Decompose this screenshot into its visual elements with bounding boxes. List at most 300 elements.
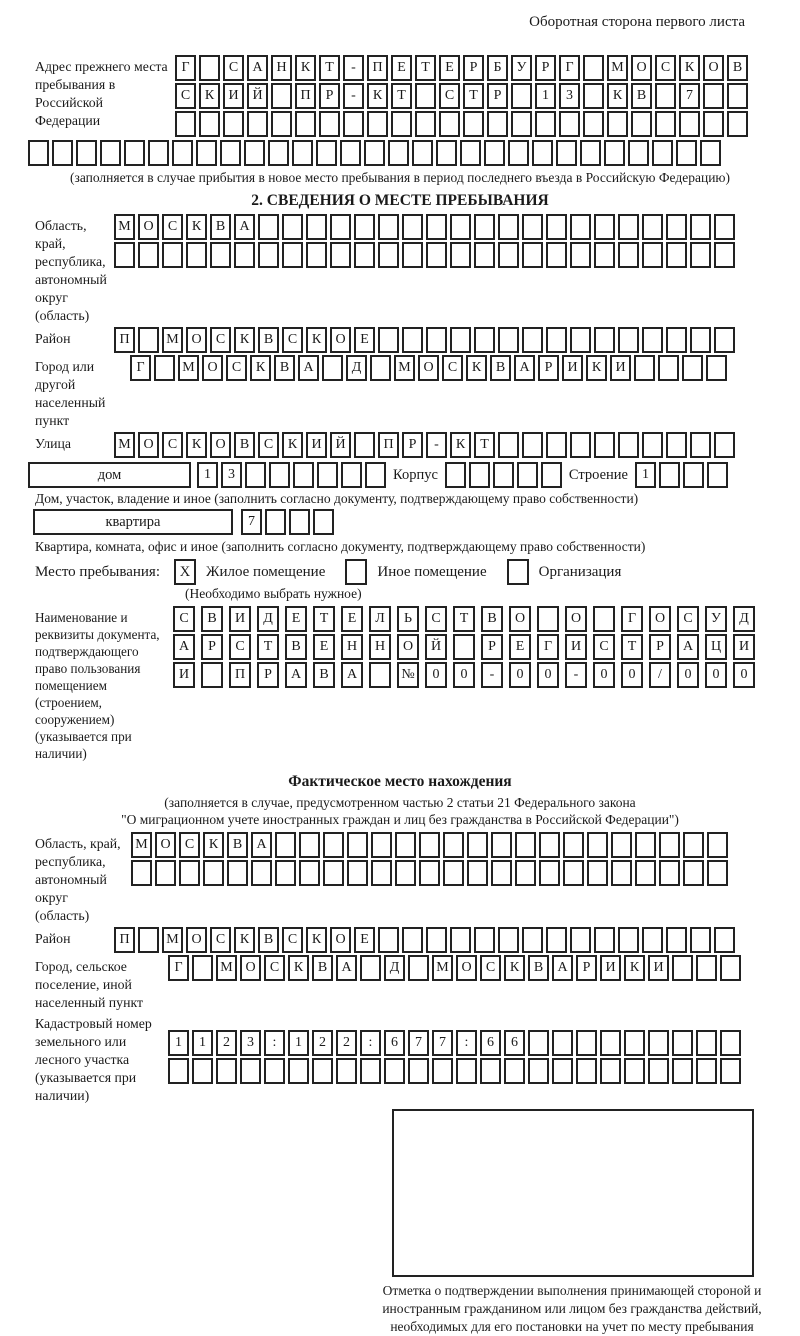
char-cell[interactable] — [576, 1030, 597, 1056]
char-cell[interactable]: Р — [319, 83, 340, 109]
char-cell[interactable]: К — [295, 55, 316, 81]
char-cell[interactable]: С — [677, 606, 699, 632]
char-cell[interactable]: 3 — [559, 83, 580, 109]
char-cell[interactable] — [391, 111, 412, 137]
char-cell[interactable] — [467, 832, 488, 858]
char-cell[interactable]: Й — [247, 83, 268, 109]
char-cell[interactable]: Д — [384, 955, 405, 981]
char-cell[interactable] — [706, 355, 727, 381]
char-cell[interactable]: К — [186, 432, 207, 458]
char-cell[interactable] — [690, 327, 711, 353]
char-cell[interactable]: О — [210, 432, 231, 458]
char-cell[interactable]: О — [138, 432, 159, 458]
char-cell[interactable] — [611, 832, 632, 858]
char-cell[interactable] — [683, 832, 704, 858]
char-cell[interactable] — [336, 1058, 357, 1084]
char-cell[interactable]: Т — [621, 634, 643, 660]
char-cell[interactable] — [720, 1058, 741, 1084]
char-cell[interactable] — [707, 832, 728, 858]
char-cell[interactable] — [402, 242, 423, 268]
char-cell[interactable] — [618, 927, 639, 953]
char-cell[interactable] — [703, 111, 724, 137]
char-cell[interactable]: Г — [559, 55, 580, 81]
char-cell[interactable] — [268, 140, 289, 166]
char-cell[interactable] — [347, 860, 368, 886]
char-cell[interactable] — [546, 242, 567, 268]
char-cell[interactable]: В — [528, 955, 549, 981]
char-cell[interactable] — [537, 606, 559, 632]
char-cell[interactable] — [138, 327, 159, 353]
char-cell[interactable]: П — [229, 662, 251, 688]
char-cell[interactable] — [648, 1030, 669, 1056]
char-cell[interactable] — [201, 662, 223, 688]
char-cell[interactable]: Ь — [397, 606, 419, 632]
char-cell[interactable]: И — [306, 432, 327, 458]
char-cell[interactable]: Е — [313, 634, 335, 660]
char-cell[interactable]: Р — [463, 55, 484, 81]
char-cell[interactable]: К — [199, 83, 220, 109]
char-cell[interactable]: Р — [576, 955, 597, 981]
char-cell[interactable]: Г — [130, 355, 151, 381]
char-cell[interactable] — [666, 214, 687, 240]
char-cell[interactable] — [354, 432, 375, 458]
char-cell[interactable] — [666, 327, 687, 353]
char-cell[interactable]: 3 — [240, 1030, 261, 1056]
char-cell[interactable]: К — [234, 927, 255, 953]
char-cell[interactable] — [532, 140, 553, 166]
char-cell[interactable] — [445, 462, 466, 488]
char-cell[interactable]: К — [450, 432, 471, 458]
char-cell[interactable] — [369, 662, 391, 688]
char-cell[interactable] — [234, 242, 255, 268]
char-cell[interactable]: Е — [285, 606, 307, 632]
char-cell[interactable] — [271, 111, 292, 137]
char-cell[interactable]: А — [298, 355, 319, 381]
char-cell[interactable] — [714, 327, 735, 353]
char-cell[interactable] — [690, 242, 711, 268]
char-cell[interactable] — [600, 1030, 621, 1056]
char-cell[interactable] — [683, 860, 704, 886]
char-cell[interactable] — [474, 214, 495, 240]
char-cell[interactable]: Е — [439, 55, 460, 81]
char-cell[interactable]: П — [367, 55, 388, 81]
char-cell[interactable] — [192, 1058, 213, 1084]
char-cell[interactable]: М — [394, 355, 415, 381]
char-cell[interactable] — [546, 327, 567, 353]
char-cell[interactable] — [469, 462, 490, 488]
char-cell[interactable] — [624, 1058, 645, 1084]
char-cell[interactable]: Т — [391, 83, 412, 109]
char-cell[interactable]: И — [173, 662, 195, 688]
char-cell[interactable]: 7 — [241, 509, 262, 535]
char-cell[interactable] — [696, 955, 717, 981]
char-cell[interactable]: К — [203, 832, 224, 858]
char-cell[interactable] — [306, 242, 327, 268]
char-cell[interactable] — [480, 1058, 501, 1084]
char-cell[interactable] — [618, 242, 639, 268]
char-cell[interactable] — [659, 832, 680, 858]
char-cell[interactable] — [378, 327, 399, 353]
char-cell[interactable]: С — [229, 634, 251, 660]
char-cell[interactable] — [631, 111, 652, 137]
char-cell[interactable] — [666, 927, 687, 953]
char-cell[interactable]: 6 — [504, 1030, 525, 1056]
char-cell[interactable] — [322, 355, 343, 381]
char-cell[interactable] — [258, 214, 279, 240]
char-cell[interactable] — [576, 1058, 597, 1084]
char-cell[interactable] — [426, 242, 447, 268]
char-cell[interactable] — [491, 832, 512, 858]
char-cell[interactable]: О — [456, 955, 477, 981]
char-cell[interactable]: К — [306, 927, 327, 953]
char-cell[interactable] — [450, 214, 471, 240]
char-cell[interactable] — [714, 432, 735, 458]
char-cell[interactable]: М — [178, 355, 199, 381]
char-cell[interactable]: Е — [341, 606, 363, 632]
char-cell[interactable]: С — [442, 355, 463, 381]
char-cell[interactable] — [570, 214, 591, 240]
char-cell[interactable]: С — [655, 55, 676, 81]
char-cell[interactable] — [426, 327, 447, 353]
char-cell[interactable] — [467, 860, 488, 886]
char-cell[interactable]: И — [562, 355, 583, 381]
char-cell[interactable]: С — [223, 55, 244, 81]
char-cell[interactable]: 1 — [635, 462, 656, 488]
char-cell[interactable] — [245, 462, 266, 488]
char-cell[interactable]: П — [114, 327, 135, 353]
char-cell[interactable] — [522, 214, 543, 240]
char-cell[interactable] — [504, 1058, 525, 1084]
char-cell[interactable] — [672, 1030, 693, 1056]
char-cell[interactable] — [515, 860, 536, 886]
char-cell[interactable]: С — [162, 214, 183, 240]
char-cell[interactable] — [642, 214, 663, 240]
char-cell[interactable] — [607, 111, 628, 137]
char-cell[interactable] — [522, 432, 543, 458]
char-cell[interactable]: Д — [346, 355, 367, 381]
char-cell[interactable] — [594, 214, 615, 240]
char-cell[interactable] — [415, 111, 436, 137]
char-cell[interactable]: О — [649, 606, 671, 632]
char-cell[interactable]: 1 — [192, 1030, 213, 1056]
char-cell[interactable] — [124, 140, 145, 166]
char-cell[interactable]: Е — [354, 927, 375, 953]
char-cell[interactable] — [443, 860, 464, 886]
char-cell[interactable]: Р — [201, 634, 223, 660]
char-cell[interactable]: М — [216, 955, 237, 981]
char-cell[interactable]: : — [360, 1030, 381, 1056]
char-cell[interactable]: С — [226, 355, 247, 381]
char-cell[interactable] — [343, 111, 364, 137]
char-cell[interactable] — [583, 111, 604, 137]
char-cell[interactable] — [655, 83, 676, 109]
char-cell[interactable] — [583, 55, 604, 81]
char-cell[interactable] — [251, 860, 272, 886]
char-cell[interactable] — [720, 1030, 741, 1056]
char-cell[interactable] — [244, 140, 265, 166]
char-cell[interactable]: - — [565, 662, 587, 688]
char-cell[interactable] — [275, 860, 296, 886]
char-cell[interactable] — [402, 327, 423, 353]
char-cell[interactable]: К — [234, 327, 255, 353]
char-cell[interactable]: А — [285, 662, 307, 688]
char-cell[interactable]: 0 — [621, 662, 643, 688]
char-cell[interactable] — [594, 927, 615, 953]
char-cell[interactable]: Г — [175, 55, 196, 81]
char-cell[interactable]: Т — [474, 432, 495, 458]
char-cell[interactable] — [522, 927, 543, 953]
char-cell[interactable] — [456, 1058, 477, 1084]
char-cell[interactable]: С — [264, 955, 285, 981]
char-cell[interactable] — [269, 462, 290, 488]
char-cell[interactable]: Ц — [705, 634, 727, 660]
char-cell[interactable]: Р — [487, 83, 508, 109]
checkbox-residential[interactable]: X — [174, 559, 196, 585]
char-cell[interactable] — [52, 140, 73, 166]
char-cell[interactable]: С — [210, 927, 231, 953]
char-cell[interactable] — [696, 1030, 717, 1056]
char-cell[interactable] — [258, 242, 279, 268]
char-cell[interactable]: О — [703, 55, 724, 81]
char-cell[interactable] — [402, 927, 423, 953]
char-cell[interactable] — [360, 955, 381, 981]
char-cell[interactable] — [666, 242, 687, 268]
char-cell[interactable]: С — [480, 955, 501, 981]
char-cell[interactable]: И — [610, 355, 631, 381]
char-cell[interactable] — [450, 927, 471, 953]
char-cell[interactable]: И — [223, 83, 244, 109]
char-cell[interactable] — [652, 140, 673, 166]
char-cell[interactable] — [498, 214, 519, 240]
char-cell[interactable]: 0 — [453, 662, 475, 688]
char-cell[interactable]: Е — [391, 55, 412, 81]
char-cell[interactable]: А — [341, 662, 363, 688]
char-cell[interactable] — [570, 432, 591, 458]
char-cell[interactable]: - — [343, 83, 364, 109]
char-cell[interactable] — [378, 242, 399, 268]
char-cell[interactable] — [138, 927, 159, 953]
char-cell[interactable]: У — [705, 606, 727, 632]
char-cell[interactable]: № — [397, 662, 419, 688]
char-cell[interactable]: 0 — [705, 662, 727, 688]
char-cell[interactable]: М — [131, 832, 152, 858]
char-cell[interactable] — [340, 140, 361, 166]
char-cell[interactable] — [676, 140, 697, 166]
char-cell[interactable]: Е — [509, 634, 531, 660]
char-cell[interactable] — [498, 432, 519, 458]
char-cell[interactable]: С — [425, 606, 447, 632]
char-cell[interactable] — [316, 140, 337, 166]
char-cell[interactable] — [154, 355, 175, 381]
char-cell[interactable] — [148, 140, 169, 166]
char-cell[interactable]: Й — [425, 634, 447, 660]
char-cell[interactable]: А — [336, 955, 357, 981]
char-cell[interactable] — [460, 140, 481, 166]
char-cell[interactable]: В — [313, 662, 335, 688]
char-cell[interactable]: В — [481, 606, 503, 632]
char-cell[interactable] — [364, 140, 385, 166]
char-cell[interactable] — [354, 242, 375, 268]
char-cell[interactable] — [384, 1058, 405, 1084]
char-cell[interactable]: С — [210, 327, 231, 353]
char-cell[interactable] — [559, 111, 580, 137]
char-cell[interactable] — [570, 242, 591, 268]
char-cell[interactable]: 2 — [312, 1030, 333, 1056]
char-cell[interactable] — [672, 1058, 693, 1084]
char-cell[interactable] — [635, 832, 656, 858]
char-cell[interactable]: О — [202, 355, 223, 381]
char-cell[interactable] — [690, 214, 711, 240]
char-cell[interactable] — [508, 140, 529, 166]
char-cell[interactable]: 7 — [679, 83, 700, 109]
char-cell[interactable] — [535, 111, 556, 137]
char-cell[interactable] — [666, 432, 687, 458]
char-cell[interactable] — [474, 327, 495, 353]
char-cell[interactable]: М — [432, 955, 453, 981]
char-cell[interactable]: В — [227, 832, 248, 858]
char-cell[interactable]: : — [456, 1030, 477, 1056]
char-cell[interactable]: В — [210, 214, 231, 240]
char-cell[interactable] — [223, 111, 244, 137]
char-cell[interactable]: 7 — [408, 1030, 429, 1056]
char-cell[interactable] — [556, 140, 577, 166]
char-cell[interactable] — [546, 432, 567, 458]
char-cell[interactable] — [690, 927, 711, 953]
char-cell[interactable] — [714, 927, 735, 953]
char-cell[interactable] — [594, 327, 615, 353]
char-cell[interactable] — [179, 860, 200, 886]
char-cell[interactable] — [292, 140, 313, 166]
char-cell[interactable]: О — [631, 55, 652, 81]
char-cell[interactable] — [727, 111, 748, 137]
char-cell[interactable] — [587, 860, 608, 886]
char-cell[interactable] — [522, 242, 543, 268]
char-cell[interactable]: Н — [341, 634, 363, 660]
char-cell[interactable] — [317, 462, 338, 488]
char-cell[interactable]: И — [600, 955, 621, 981]
char-cell[interactable]: О — [155, 832, 176, 858]
char-cell[interactable]: В — [274, 355, 295, 381]
char-cell[interactable]: 7 — [432, 1030, 453, 1056]
checkbox-other-premises[interactable] — [345, 559, 367, 585]
char-cell[interactable]: Р — [538, 355, 559, 381]
char-cell[interactable]: Г — [537, 634, 559, 660]
char-cell[interactable]: В — [258, 327, 279, 353]
char-cell[interactable] — [541, 462, 562, 488]
char-cell[interactable] — [199, 111, 220, 137]
char-cell[interactable]: О — [418, 355, 439, 381]
char-cell[interactable] — [347, 832, 368, 858]
char-cell[interactable] — [395, 860, 416, 886]
char-cell[interactable] — [265, 509, 286, 535]
char-cell[interactable] — [365, 462, 386, 488]
char-cell[interactable]: 1 — [288, 1030, 309, 1056]
char-cell[interactable] — [594, 242, 615, 268]
char-cell[interactable]: К — [679, 55, 700, 81]
char-cell[interactable] — [168, 1058, 189, 1084]
char-cell[interactable] — [658, 355, 679, 381]
char-cell[interactable]: М — [607, 55, 628, 81]
char-cell[interactable]: В — [201, 606, 223, 632]
char-cell[interactable] — [714, 214, 735, 240]
char-cell[interactable] — [295, 111, 316, 137]
char-cell[interactable] — [264, 1058, 285, 1084]
char-cell[interactable]: Т — [453, 606, 475, 632]
char-cell[interactable]: К — [367, 83, 388, 109]
char-cell[interactable] — [498, 927, 519, 953]
char-cell[interactable]: С — [282, 327, 303, 353]
char-cell[interactable]: В — [727, 55, 748, 81]
char-cell[interactable] — [484, 140, 505, 166]
char-cell[interactable] — [690, 432, 711, 458]
char-cell[interactable]: О — [330, 327, 351, 353]
char-cell[interactable]: 0 — [537, 662, 559, 688]
char-cell[interactable] — [491, 860, 512, 886]
char-cell[interactable] — [463, 111, 484, 137]
char-cell[interactable]: С — [258, 432, 279, 458]
char-cell[interactable]: О — [240, 955, 261, 981]
char-cell[interactable]: И — [565, 634, 587, 660]
char-cell[interactable]: И — [648, 955, 669, 981]
char-cell[interactable] — [635, 860, 656, 886]
char-cell[interactable] — [727, 83, 748, 109]
char-cell[interactable]: 0 — [425, 662, 447, 688]
char-cell[interactable] — [580, 140, 601, 166]
char-cell[interactable]: Н — [271, 55, 292, 81]
char-cell[interactable] — [659, 860, 680, 886]
char-cell[interactable] — [539, 832, 560, 858]
char-cell[interactable]: В — [234, 432, 255, 458]
checkbox-organization[interactable] — [507, 559, 529, 585]
char-cell[interactable] — [450, 242, 471, 268]
char-cell[interactable]: К — [288, 955, 309, 981]
char-cell[interactable] — [203, 860, 224, 886]
char-cell[interactable] — [138, 242, 159, 268]
char-cell[interactable] — [594, 432, 615, 458]
char-cell[interactable] — [172, 140, 193, 166]
char-cell[interactable] — [618, 327, 639, 353]
char-cell[interactable] — [515, 832, 536, 858]
char-cell[interactable]: К — [282, 432, 303, 458]
char-cell[interactable] — [330, 242, 351, 268]
char-cell[interactable] — [312, 1058, 333, 1084]
char-cell[interactable] — [288, 1058, 309, 1084]
char-cell[interactable] — [528, 1058, 549, 1084]
char-cell[interactable] — [275, 832, 296, 858]
char-cell[interactable] — [395, 832, 416, 858]
char-cell[interactable]: П — [114, 927, 135, 953]
char-cell[interactable] — [642, 927, 663, 953]
char-cell[interactable]: А — [234, 214, 255, 240]
char-cell[interactable] — [570, 327, 591, 353]
char-cell[interactable] — [240, 1058, 261, 1084]
char-cell[interactable]: О — [186, 327, 207, 353]
char-cell[interactable] — [378, 214, 399, 240]
char-cell[interactable]: Н — [369, 634, 391, 660]
char-cell[interactable]: : — [264, 1030, 285, 1056]
char-cell[interactable] — [323, 832, 344, 858]
char-cell[interactable]: 0 — [509, 662, 531, 688]
char-cell[interactable] — [604, 140, 625, 166]
char-cell[interactable]: Р — [402, 432, 423, 458]
char-cell[interactable]: А — [173, 634, 195, 660]
char-cell[interactable]: С — [175, 83, 196, 109]
char-cell[interactable] — [528, 1030, 549, 1056]
char-cell[interactable] — [388, 140, 409, 166]
char-cell[interactable] — [707, 462, 728, 488]
char-cell[interactable] — [682, 355, 703, 381]
char-cell[interactable] — [696, 1058, 717, 1084]
